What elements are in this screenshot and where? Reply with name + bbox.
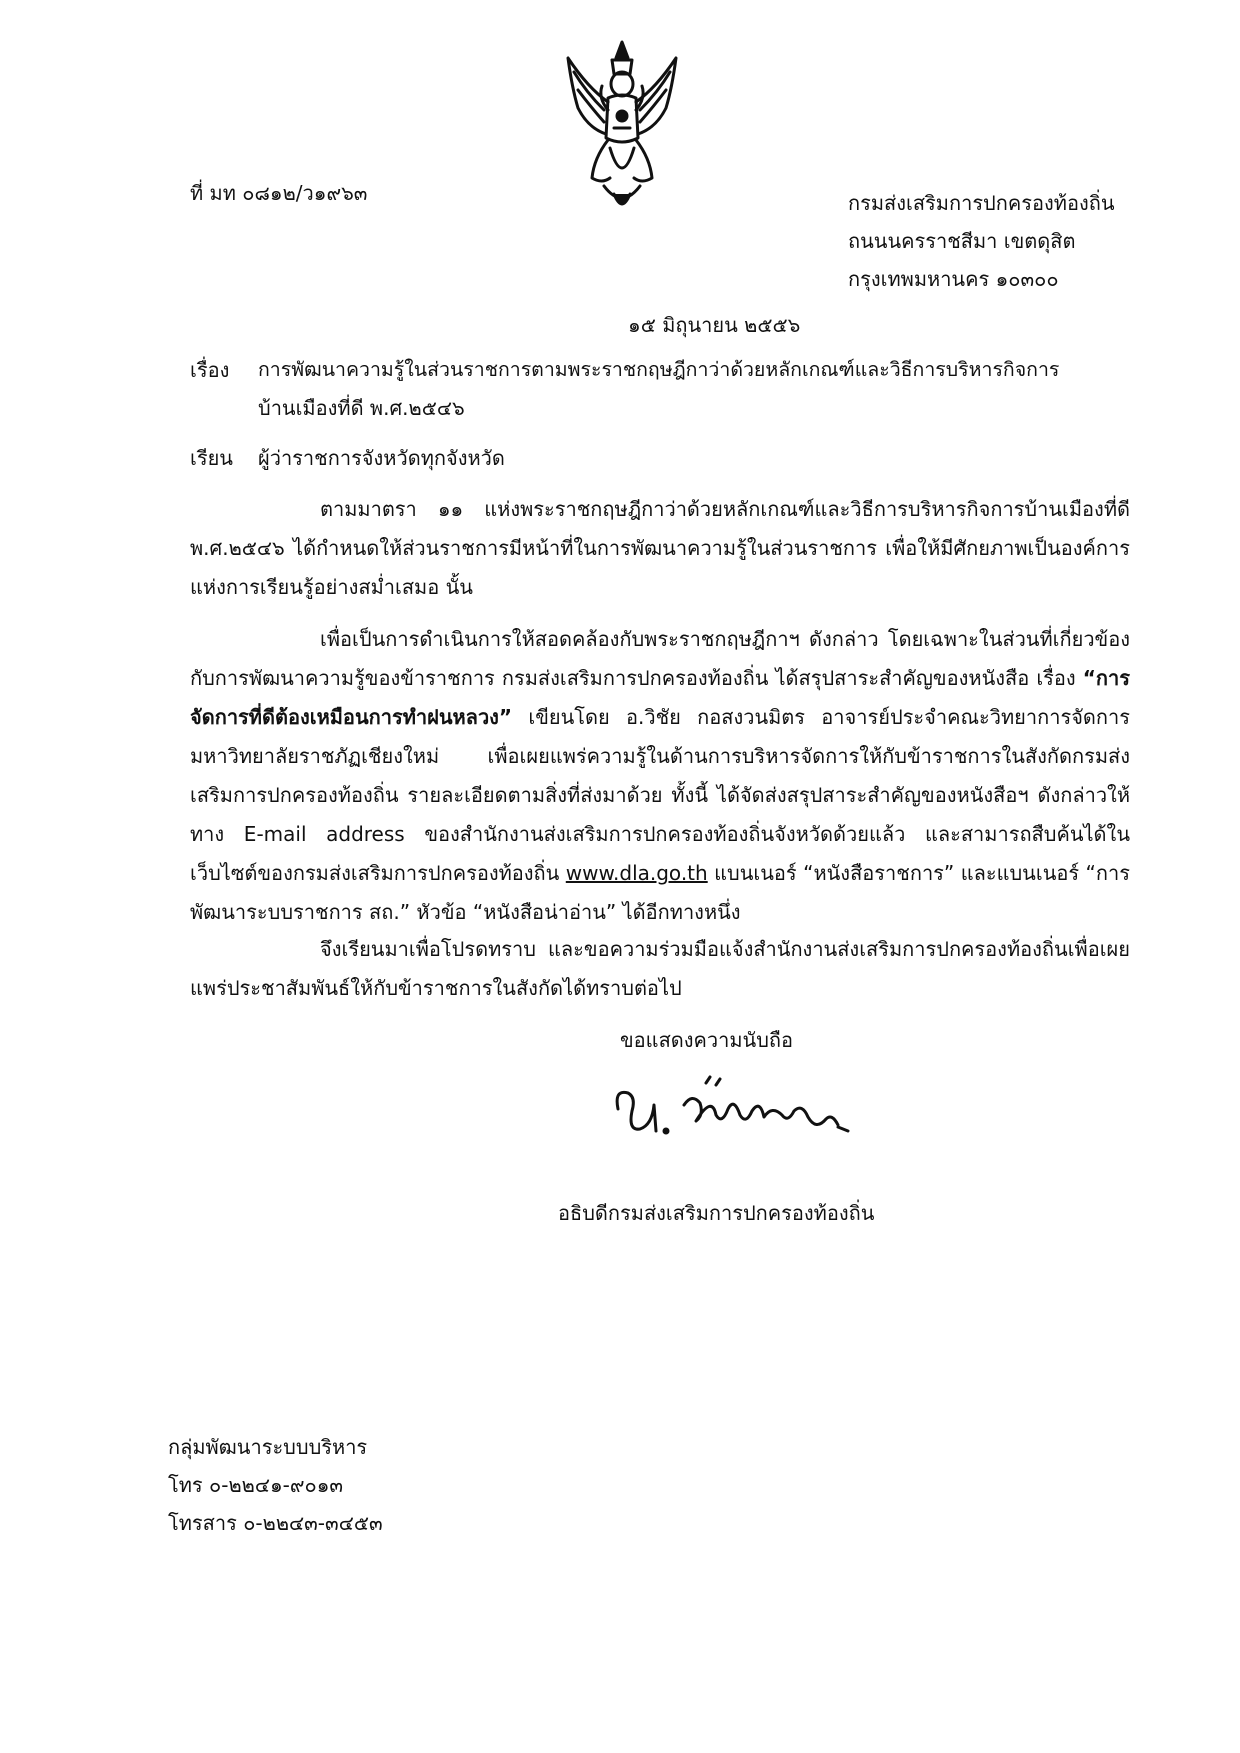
book-title: “การจัดการที่ดีต้องเหมือนการทำฝนหลวง”: [190, 666, 1130, 729]
body-paragraph-2: [190, 620, 1130, 932]
paragraph-2-text-a: เพื่อเป็นการดำเนินการให้สอดคล้องกับพระราชกฤษฎีกาฯ ดังกล่าว โดยเฉพาะในส่วนที่เกี่ยวข้องกับการพัฒนาความรู้ของข้าราชการ กรมส่งเสริมการปกครองท้องถิ่น ได้สรุปสาระสำคัญของหนังสือ เรื่อง: [190, 627, 1130, 690]
subject-line-1: การพัฒนาความรู้ในส่วนราชการตามพระราชกฤษฎีกาว่าด้วยหลักเกณฑ์และวิธีการบริหารกิจการ: [258, 358, 1060, 381]
paragraph-2-text-c: แบนเนอร์ “หนังสือราชการ” และแบนเนอร์ “การพัฒนาระบบราชการ สถ.” หัวข้อ “หนังสือน่าอ่าน” ได้อีกทางหนึ่ง: [190, 861, 1130, 924]
recipient: ผู้ว่าราชการจังหวัดทุกจังหวัด: [258, 446, 505, 470]
sender-address-line-3: กรุงเทพมหานคร ๑๐๓๐๐: [848, 267, 1059, 291]
signer-title: อธิบดีกรมส่งเสริมการปกครองท้องถิ่น: [558, 1201, 875, 1225]
garuda-emblem-icon: [558, 38, 686, 216]
footer-phone: โทร ๐-๒๒๔๑-๙๐๑๓: [168, 1473, 344, 1497]
sender-address-line-1: กรมส่งเสริมการปกครองท้องถิ่น: [848, 191, 1115, 215]
sender-address-line-2: ถนนนครราชสีมา เขตดุสิต: [848, 229, 1076, 253]
footer-department: กลุ่มพัฒนาระบบบริหาร: [168, 1435, 368, 1459]
letter-date: ๑๕ มิถุนายน ๒๕๕๖: [628, 313, 801, 337]
paragraph-2-text-b: เขียนโดย อ.วิชัย กอสงวนมิตร อาจารย์ประจำคณะวิทยาการจัดการ มหาวิทยาลัยราชภัฏเชียงใหม่ เพื่อเผยแพร่ความรู้ในด้านการบริหารจัดการให้กับข้าราชการในสังกัดกรมส่งเสริมการปกครองท้องถิ่น รายละเอียดตามสิ่งที่ส่งมาด้วย ทั้งนี้ ได้จัดส่งสรุปสาระสำคัญของหนังสือฯ ดังกล่าวให้ทาง E-mail address ของสำนักงานส่งเสริมการปกครองท้องถิ่นจังหวัดด้วยแล้ว และสามารถสืบค้นได้ในเว็บไซต์ของกรมส่งเสริมการปกครองท้องถิ่น: [190, 705, 1130, 885]
footer-fax: โทรสาร ๐-๒๒๔๓-๓๔๕๓: [168, 1511, 383, 1535]
website-link[interactable]: www.dla.go.th: [565, 861, 708, 885]
closing: ขอแสดงความนับถือ: [620, 1028, 794, 1052]
subject-line-2: บ้านเมืองที่ดี พ.ศ.๒๕๔๖: [258, 396, 465, 420]
to-label: เรียน: [190, 446, 233, 470]
body-paragraph-1: ตามมาตรา ๑๑ แห่งพระราชกฤษฎีกาว่าด้วยหลักเกณฑ์และวิธีการบริหารกิจการบ้านเมืองที่ดี พ.ศ.๒๕๔๖ ได้กำหนดให้ส่วนราชการมีหน้าที่ในการพัฒนาความรู้ในส่วนราชการ เพื่อให้มีศักยภาพเป็นองค์การแห่งการเรียนรู้อย่างสม่ำเสมอ นั้น: [190, 497, 1130, 599]
signature-icon: [612, 1075, 862, 1145]
subject-label: เรื่อง: [190, 358, 230, 382]
reference-number: ที่ มท ๐๘๑๒/ว๑๙๖๓: [190, 181, 368, 205]
body-paragraph-3: จึงเรียนมาเพื่อโปรดทราบ และขอความร่วมมือแจ้งสำนักงานส่งเสริมการปกครองท้องถิ่นเพื่อเผยแพร่ประชาสัมพันธ์ให้กับข้าราชการในสังกัดได้ทราบต่อไป: [190, 937, 1130, 1000]
